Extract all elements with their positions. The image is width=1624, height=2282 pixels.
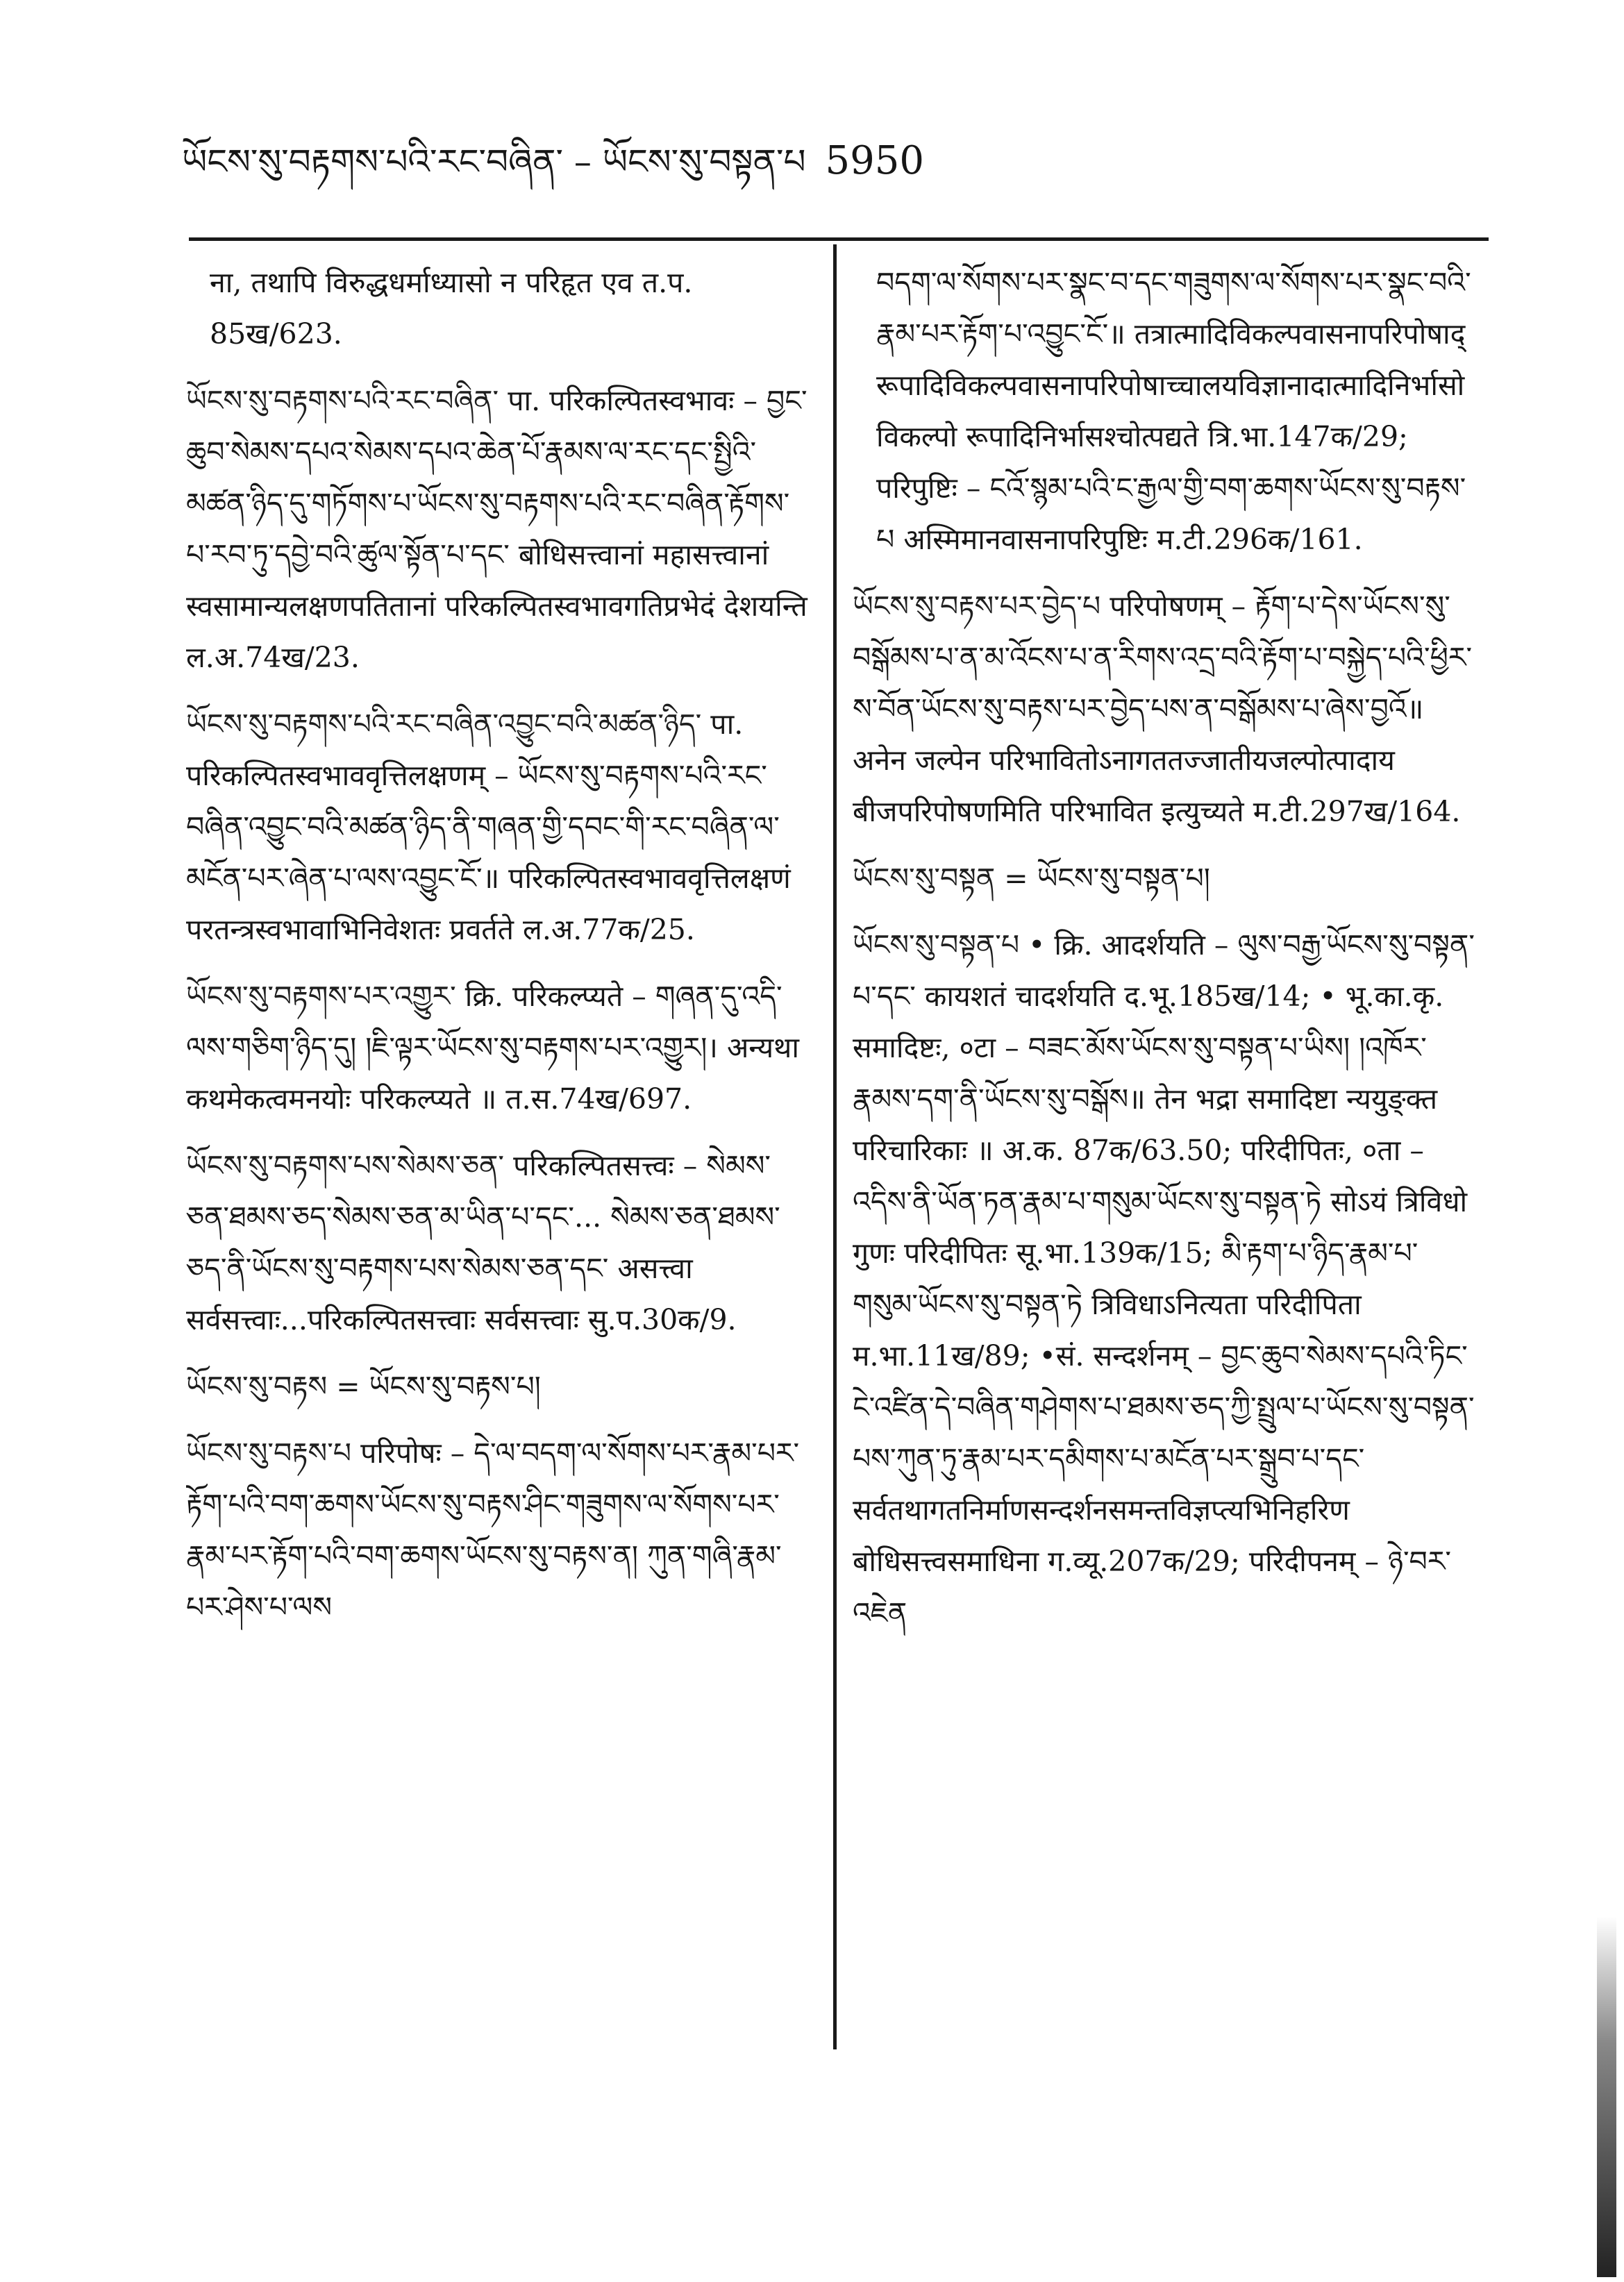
right-column <box>853 257 1477 2256</box>
continuation-text: ना, तथापि विरुद्धधर्माध्यासो न परिहृत एव त.प. 85ख/623. <box>210 266 693 351</box>
dictionary-entry <box>186 1140 811 1345</box>
entry-body: = ཡོངས་སུ་བརྟས་པ། <box>336 1370 541 1403</box>
header-range: ཡོངས་སུ་བརྟགས་པའི་རང་བཞིན་ – ཡོངས་སུ་བསྟན་པ <box>182 142 806 182</box>
entry-body: • क्रि. आदर्शयति – ལུས་བརྒྱ་ཡོངས་སུ་བསྟན་པ་དང་ कायशतं चादर्शयति द.भू.185ख/14; • भू.का.कृ. समादिष्टः, ०टा – བཟང་མོས་ཡོངས་སུ་བསྟན་པ་ཡིས། །འཁོར་རྣམས་དག་ནི་ཡོངས་སུ་བསྒོས॥ तेन भद्रा समादिष्टा न्ययुङ्क्त परिचारिकाः ॥ अ.क. 87क/63.50; परिदीपितः, ०ता – འདིས་ནི་ཡོན་ཏན་རྣམ་པ་གསུམ་ཡོངས་སུ་བསྟན་ཏེ सोऽयं त्रिविधो गुणः परिदीपितः सू.भा.139क/15; མི་རྟག་པ་ཉིད་རྣམ་པ་གསུམ་ཡོངས་སུ་བསྟན་ཏེ त्रिविधाऽनित्यता परिदीपिता म.भा.11ख/89; •सं. सन्दर्शनम् – བྱང་ཆུབ་སེམས་དཔའི་ཏིང་ངེ་འཛིན་དེ་བཞིན་གཤེགས་པ་ཐམས་ཅད་ཀྱི་སྤྲུལ་པ་ཡོངས་སུ་བསྟན་པས་ཀུན་ཏུ་རྣམ་པར་དམིགས་པ་མངོན་པར་སྒྲུབ་པ་དང་ सर्वतथागतनिर्माणसन्दर्शनसमन्तविज्ञप्त्यभिनिहरिण बोधिसत्त्वसमाधिना ग.व्यू.207क/29; परिदीपनम् – ཉེ་བར་འཇེན <box>853 928 1475 1629</box>
dictionary-entry <box>853 919 1477 1638</box>
page-number: 5950 <box>825 138 925 183</box>
entry-headword: ཡོངས་སུ་བསྟན <box>853 862 996 895</box>
entry-headword: ཡོངས་སུ་བརྟགས་པར་འགྱུར་ <box>186 980 456 1013</box>
entry-headword: ཡོངས་སུ་བརྟས <box>186 1370 328 1403</box>
running-header <box>182 133 946 189</box>
entry-body: = ཡོངས་སུ་བསྟན་པ། <box>1004 862 1210 895</box>
dictionary-entry <box>186 1361 811 1412</box>
dictionary-entry <box>853 853 1477 904</box>
scan-edge-shadow <box>1597 1916 1616 2277</box>
entry-headword: ཡོངས་སུ་བརྟས་པར་བྱེད་པ <box>853 589 1101 623</box>
dictionary-entry <box>186 1427 811 1633</box>
dictionary-entry <box>853 580 1477 837</box>
left-column <box>186 257 811 2256</box>
dictionary-entry <box>186 698 811 955</box>
entry-headword: ཡོངས་སུ་བརྟགས་པས་སེམས་ཅན་ <box>186 1149 505 1182</box>
entry-headword: ཡོངས་སུ་བསྟན་པ <box>853 928 1020 962</box>
entry-body: परिपोषणम् – རྟོག་པ་དེས་ཡོངས་སུ་བསྒོམས་པ་ན་མ་འོངས་པ་ན་རིགས་འདྲ་བའི་རྟོག་པ་བསྐྱེད་པའི་ཕྱིར་ས་བོན་ཡོངས་སུ་བརྟས་པར་བྱེད་པས་ན་བསྒོམས་པ་ཞེས་བྱའོ॥ अनेन जल्पेन परिभावितोऽनागततज्जातीयजल्पोत्पादाय बीजपरिपोषणमिति परिभावित इत्युच्यते म.टी.297ख/164. <box>853 589 1473 828</box>
entry-body: परिकल्पितसत्त्वः – སེམས་ཅན་ཐམས་ཅད་སེམས་ཅན་མ་ཡིན་པ་དང་... སེམས་ཅན་ཐམས་ཅད་ནི་ཡོངས་སུ་བརྟགས་པས་སེམས་ཅན་དང་ असत्त्वा सर्वसत्त्वाः...परिकल्पितसत्त्वाः सर्वसत्त्वाः सु.प.30क/9. <box>186 1149 780 1336</box>
header-rule <box>189 237 1489 241</box>
continuation-text: བདག་ལ་སོགས་པར་སྣང་བ་དང་གཟུགས་ལ་སོགས་པར་སྣང་བའི་རྣམ་པར་རྟོག་པ་འབྱུང་ངོ་॥ तत्रात्मादिविकल्पवासनापरिपोषाद् रूपादिविकल्पवासनापरिपोषाच्चालयविज्ञानादात्मादिनिर्भासो विकल्पो रूपादिनिर्भासश्चोत्पद्यते त्रि.भा.147क/29; परिपुष्टिः – ངའོ་སྙམ་པའི་ང་རྒྱལ་གྱི་བག་ཆགས་ཡོངས་སུ་བརྟས་པ अस्मिमानवासनापरिपुष्टिः म.टी.296क/161. <box>876 266 1471 556</box>
entry-headword: ཡོངས་སུ་བརྟགས་པའི་རང་བཞིན་འབྱུང་བའི་མཚན་ཉིད་ <box>186 707 702 741</box>
entry-body: पा. परिकल्पितस्वभाववृत्तिलक्षणम् – ཡོངས་སུ་བརྟགས་པའི་རང་བཞིན་འབྱུང་བའི་མཚན་ཉིད་ནི་གཞན་གྱི་དབང་གི་རང་བཞིན་ལ་མངོན་པར་ཞེན་པ་ལས་འབྱུང་ངོ་॥ परिकल्पितस्वभाववृत्तिलक्षणं परतन्त्रस्वभावाभिनिवेशतः प्रवर्तते ल.अ.77क/25. <box>186 707 791 946</box>
dictionary-entry <box>186 971 811 1125</box>
dictionary-entry <box>186 375 811 683</box>
entry-body: क्रि. परिकल्प्यते – གཞན་དུ་འདི་ལས་གཅིག་ཉིད་དུ། །ཇི་ལྟར་ཡོངས་སུ་བརྟགས་པར་འགྱུར།। अन्यथा कथमेकत्वमनयोः परिकल्प्यते ॥ त.स.74ख/697. <box>186 980 799 1116</box>
column-divider <box>833 244 837 2049</box>
entry-body: परिपोषः – དེ་ལ་བདག་ལ་སོགས་པར་རྣམ་པར་རྟོག་པའི་བག་ཆགས་ཡོངས་སུ་བརྟས་ཤིང་གཟུགས་ལ་སོགས་པར་རྣམ་པར་རྟོག་པའི་བག་ཆགས་ཡོངས་སུ་བརྟས་ན། ཀུན་གཞི་རྣམ་པར་ཤེས་པ་ལས <box>186 1436 800 1624</box>
entry-headword: ཡོངས་སུ་བརྟགས་པའི་རང་བཞིན་ <box>186 384 499 417</box>
entry-body: पा. परिकल्पितस्वभावः – བྱང་ཆུབ་སེམས་དཔའ་སེམས་དཔའ་ཆེན་པོ་རྣམས་ལ་རང་དང་སྤྱིའི་མཚན་ཉིད་དུ་གཏོགས་པ་ཡོངས་སུ་བརྟགས་པའི་རང་བཞིན་རྟོགས་པ་རབ་ཏུ་དབྱེ་བའི་ཚུལ་སྟོན་པ་དང་ बोधिसत्त्वानां महासत्त्वानां स्वसामान्यलक्षणपतितानां परिकल्पितस्वभावगतिप्रभेदं देशयन्ति ल.अ.74ख/23. <box>186 384 807 674</box>
entry-headword: ཡོངས་སུ་བརྟས་པ <box>186 1436 352 1470</box>
